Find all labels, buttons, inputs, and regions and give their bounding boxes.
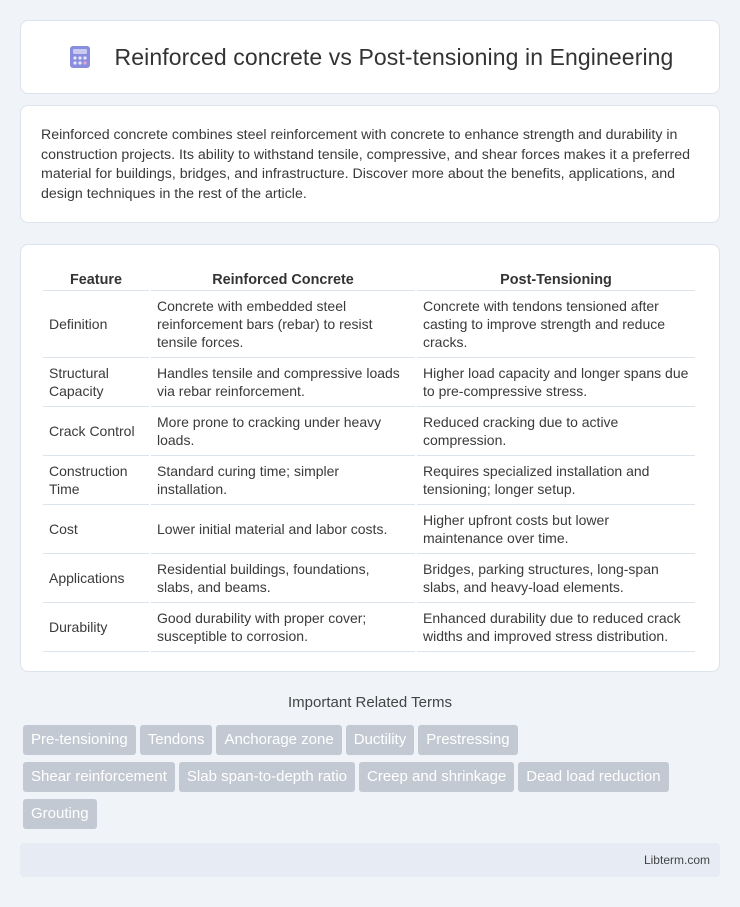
column-header-reinforced-concrete: Reinforced Concrete — [151, 267, 415, 291]
reinforced-concrete-cell: More prone to cracking under heavy loads. — [151, 407, 415, 456]
feature-cell: Durability — [43, 603, 149, 652]
related-term-tag[interactable]: Pre-tensioning — [23, 725, 136, 755]
related-term-tag[interactable]: Grouting — [23, 799, 97, 829]
header-card — [20, 20, 720, 94]
comparison-table-card — [20, 244, 720, 672]
reinforced-concrete-cell: Good durability with proper cover; susceptible to corrosion. — [151, 603, 415, 652]
reinforced-concrete-cell: Handles tensile and compressive loads via rebar reinforcement. — [151, 358, 415, 407]
footer-site-link[interactable]: Libterm.com — [643, 853, 710, 867]
comparison-table — [41, 267, 697, 652]
reinforced-concrete-cell: Lower initial material and labor costs. — [151, 505, 415, 554]
related-terms-list — [23, 725, 723, 836]
related-term-tag[interactable]: Anchorage zone — [216, 725, 341, 755]
table-row — [43, 505, 695, 554]
post-tensioning-cell: Reduced cracking due to active compression. — [417, 407, 695, 456]
post-tensioning-cell: Higher upfront costs but lower maintenance over time. — [417, 505, 695, 554]
related-term-tag[interactable]: Tendons — [140, 725, 213, 755]
reinforced-concrete-cell: Standard curing time; simpler installation. — [151, 456, 415, 505]
related-terms-heading: Important Related Terms — [288, 694, 452, 711]
reinforced-concrete-cell: Concrete with embedded steel reinforcement bars (rebar) to resist tensile forces. — [151, 291, 415, 358]
feature-cell: Applications — [43, 554, 149, 603]
table-row — [43, 603, 695, 652]
feature-cell: Definition — [43, 291, 149, 358]
post-tensioning-cell: Enhanced durability due to reduced crack widths and improved stress distribution. — [417, 603, 695, 652]
post-tensioning-cell: Bridges, parking structures, long-span slabs, and heavy-load elements. — [417, 554, 695, 603]
related-term-tag[interactable]: Shear reinforcement — [23, 762, 175, 792]
column-header-post-tensioning: Post-Tensioning — [417, 267, 695, 291]
table-row — [43, 456, 695, 505]
intro-card — [20, 105, 720, 223]
related-term-tag[interactable]: Prestressing — [418, 725, 517, 755]
table-row — [43, 554, 695, 603]
post-tensioning-cell: Higher load capacity and longer spans due to pre-compressive stress. — [417, 358, 695, 407]
page-title: Reinforced concrete vs Post-tensioning in Engineering — [114, 43, 674, 70]
table-header-row — [43, 267, 695, 291]
feature-cell: Construction Time — [43, 456, 149, 505]
post-tensioning-cell: Requires specialized installation and tensioning; longer setup. — [417, 456, 695, 505]
column-header-feature: Feature — [43, 267, 149, 291]
table-row — [43, 358, 695, 407]
related-term-tag[interactable]: Dead load reduction — [518, 762, 668, 792]
related-term-tag[interactable]: Slab span-to-depth ratio — [179, 762, 355, 792]
footer — [20, 843, 720, 877]
calculator-icon — [67, 44, 93, 70]
feature-cell: Crack Control — [43, 407, 149, 456]
related-term-tag[interactable]: Creep and shrinkage — [359, 762, 514, 792]
reinforced-concrete-cell: Residential buildings, foundations, slabs, and beams. — [151, 554, 415, 603]
table-row — [43, 407, 695, 456]
feature-cell: Cost — [43, 505, 149, 554]
table-row — [43, 291, 695, 358]
intro-text: Reinforced concrete combines steel reinforcement with concrete to enhance strength and durability in construction projects. Its ability to withstand tensile, compressive, and shear forces makes it a preferred material for buildings, bridges, and infrastructure. Discover more about the benefits, applications, and design techniques in the rest of the article. — [41, 127, 690, 202]
post-tensioning-cell: Concrete with tendons tensioned after casting to improve strength and reduce cracks. — [417, 291, 695, 358]
related-term-tag[interactable]: Ductility — [346, 725, 415, 755]
feature-cell: Structural Capacity — [43, 358, 149, 407]
